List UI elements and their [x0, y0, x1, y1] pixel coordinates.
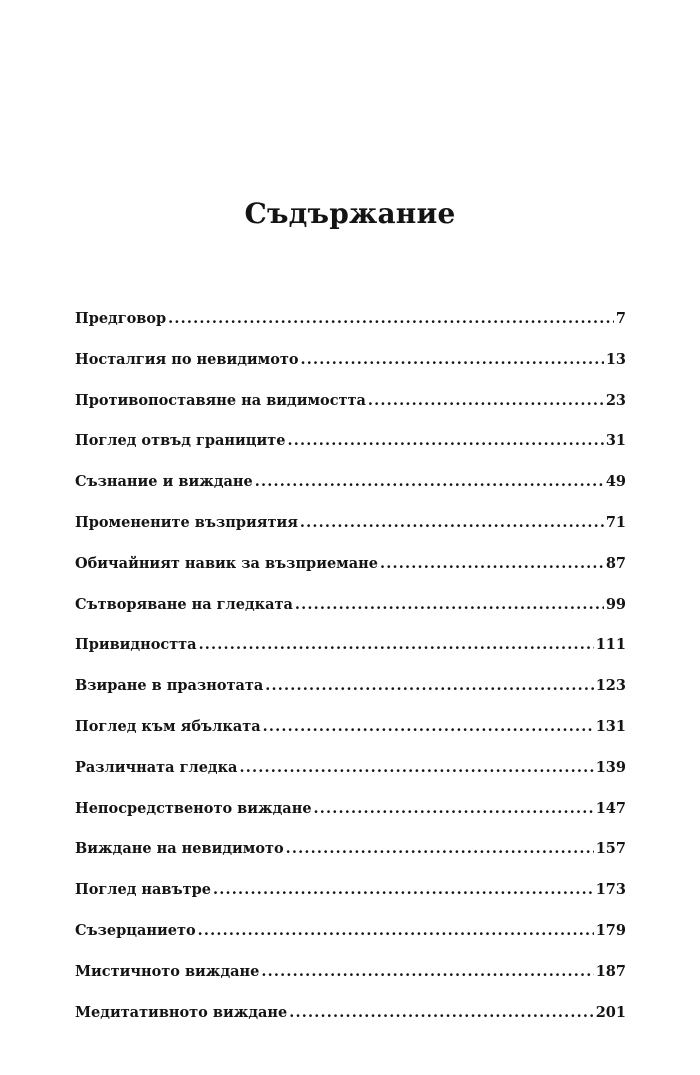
toc-entry[interactable] — [75, 878, 626, 919]
toc-entry[interactable] — [75, 307, 626, 348]
dot-leader — [301, 348, 604, 372]
toc-entry[interactable] — [75, 960, 626, 1001]
toc-entry-title: Непосредственото виждане — [75, 799, 312, 817]
toc-page-number: 131 — [595, 717, 626, 735]
toc-entry-title: Съзерцанието — [75, 921, 196, 939]
table-of-contents — [75, 307, 626, 1041]
toc-entry-title: Сътворяване на гледката — [75, 595, 293, 613]
dot-leader — [198, 919, 594, 943]
toc-page-number: 99 — [605, 595, 626, 613]
toc-entry-title: Предговор — [75, 310, 167, 327]
toc-page-number: 87 — [605, 554, 626, 572]
toc-entry[interactable] — [75, 389, 626, 430]
toc-entry-title: Медитативното виждане — [75, 1003, 288, 1021]
toc-entry-title: Противопоставяне на видимостта — [75, 391, 366, 409]
toc-entry[interactable] — [75, 511, 626, 552]
toc-entry[interactable] — [75, 756, 626, 797]
toc-entry[interactable] — [75, 552, 626, 593]
toc-page-number: 201 — [595, 1003, 626, 1021]
dot-leader — [239, 756, 593, 780]
dot-leader — [199, 633, 594, 657]
toc-entry-title: Поглед отвъд границите — [75, 432, 286, 450]
toc-entry-title: Различната гледка — [75, 758, 238, 776]
toc-page-number: 111 — [595, 636, 626, 654]
dot-leader — [289, 1001, 593, 1025]
dot-leader — [300, 511, 604, 535]
toc-entry[interactable] — [75, 715, 626, 756]
dot-leader — [368, 389, 604, 413]
toc-entry-title: Виждане на невидимото — [75, 840, 284, 858]
toc-entry[interactable] — [75, 348, 626, 389]
toc-page-number: 173 — [595, 881, 626, 899]
dot-leader — [314, 797, 594, 821]
page-title: Съдържание — [244, 197, 456, 230]
dot-leader — [295, 593, 604, 617]
dot-leader — [265, 674, 593, 698]
dot-leader — [261, 960, 593, 984]
toc-entry[interactable] — [75, 837, 626, 878]
toc-entry-title: Променените възприятия — [75, 513, 298, 531]
toc-entry-title: Взиране в празнотата — [75, 677, 264, 695]
toc-entry-title: Поглед към ябълката — [75, 717, 261, 735]
toc-page-number: 7 — [615, 310, 626, 327]
toc-entry-title: Носталгия по невидимото — [75, 350, 299, 368]
toc-entry[interactable] — [75, 1001, 626, 1042]
toc-page-number: 187 — [595, 962, 626, 980]
toc-entry-title: Привидността — [75, 636, 197, 654]
dot-leader — [213, 878, 594, 902]
dot-leader — [380, 552, 604, 576]
toc-entry[interactable] — [75, 919, 626, 960]
toc-entry[interactable] — [75, 633, 626, 674]
dot-leader — [168, 307, 614, 331]
toc-page-number: 31 — [605, 432, 626, 450]
toc-entry-title: Обичайният навик за възприемане — [75, 554, 378, 572]
toc-entry-title: Съзнание и виждане — [75, 473, 253, 491]
toc-page-number: 71 — [605, 513, 626, 531]
dot-leader — [255, 470, 604, 494]
toc-entry[interactable] — [75, 797, 626, 838]
toc-page-number: 123 — [595, 677, 626, 695]
dot-leader — [287, 429, 603, 453]
toc-page-number: 147 — [595, 799, 626, 817]
toc-page-number: 139 — [595, 758, 626, 776]
toc-page-number: 23 — [605, 391, 626, 409]
toc-page-number: 49 — [605, 473, 626, 491]
dot-leader — [263, 715, 594, 739]
toc-entry[interactable] — [75, 674, 626, 715]
toc-entry[interactable] — [75, 429, 626, 470]
dot-leader — [286, 837, 594, 861]
toc-entry-title: Мистичното виждане — [75, 962, 260, 980]
toc-entry[interactable] — [75, 470, 626, 511]
toc-entry-title: Поглед навътре — [75, 881, 211, 899]
toc-page-number: 179 — [595, 921, 626, 939]
toc-entry[interactable] — [75, 593, 626, 634]
toc-page-number: 13 — [605, 350, 626, 368]
toc-page-number: 157 — [595, 840, 626, 858]
